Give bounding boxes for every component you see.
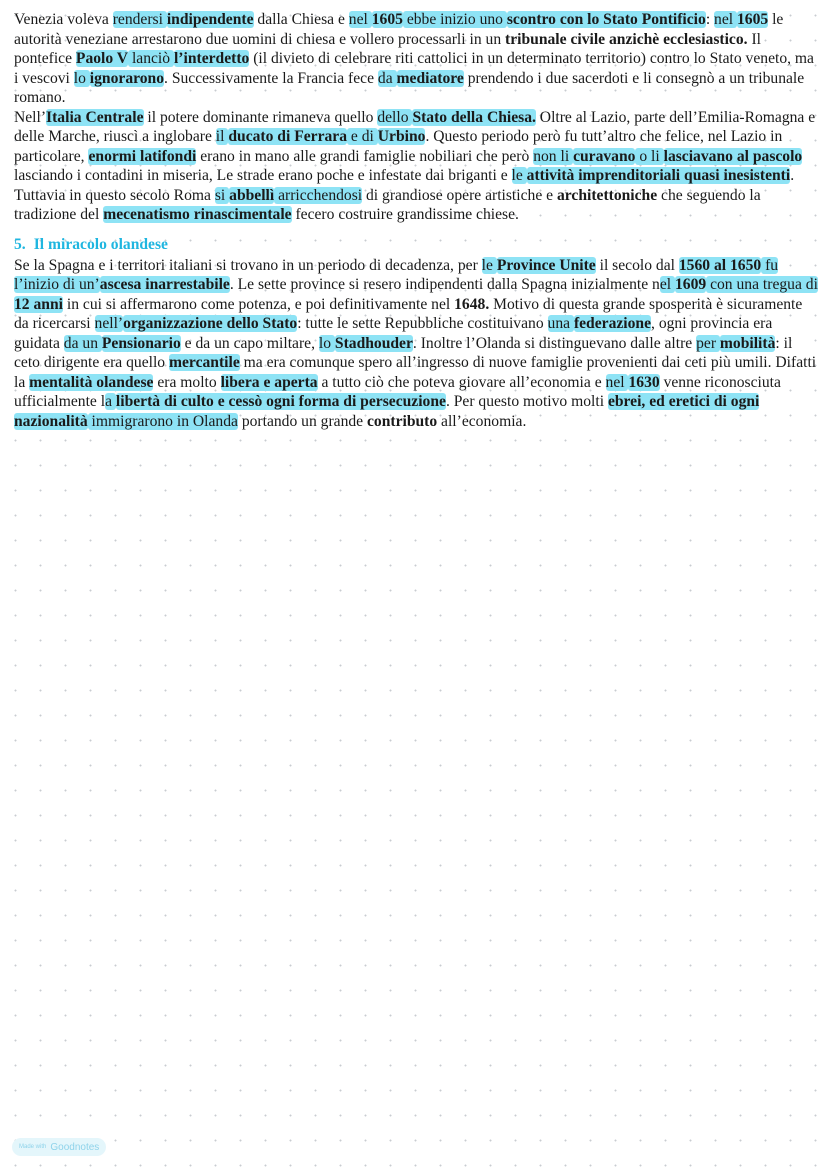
highlighted-text: immigrarono in Olanda <box>87 412 238 430</box>
section-heading-5 <box>14 235 820 255</box>
paragraph-italia-centrale <box>14 108 820 225</box>
highlighted-text: le <box>511 167 527 184</box>
highlighted-text: rendersi <box>112 11 167 28</box>
paragraph-venezia <box>14 10 820 108</box>
highlighted-text: il <box>215 128 229 145</box>
highlighted-text: Paolo V <box>75 50 129 67</box>
text-run: lasciando i contadini in miseria, Le strade erano poche e infestate dai briganti e <box>14 167 512 184</box>
highlighted-text: lo <box>73 69 90 87</box>
text-run: : il ceto dirigente era quello <box>14 334 793 371</box>
highlighted-text: l’interdetto <box>173 50 250 67</box>
bold-text: 1648. <box>454 295 490 313</box>
highlighted-text: ignorarono <box>89 69 165 87</box>
highlighted-text: 1630 <box>628 373 660 391</box>
highlighted-text: non li <box>533 147 574 165</box>
highlighted-text: ebbe inizio uno <box>402 11 507 28</box>
text-run: il potere dominante rimaneva quello <box>143 108 378 126</box>
highlighted-text: 12 anni <box>14 295 63 313</box>
highlighted-text: nell’ <box>94 315 124 332</box>
text-run: erano in mano alle grandi famiglie nobiliari che però <box>196 147 534 165</box>
highlighted-text: organizzazione dello Stato <box>123 315 298 332</box>
text-run: Venezia voleva <box>14 11 113 28</box>
text-run: prendendo i due sacerdoti e li consegnò a un tribunale romano. <box>14 69 805 106</box>
text-run: venne riconosciuta ufficialmente l <box>14 373 781 410</box>
highlighted-text: con una tregua di <box>706 276 818 293</box>
highlighted-text: lasciavano al pascolo <box>663 147 803 165</box>
highlighted-text: libera e aperta <box>220 373 318 391</box>
highlighted-text: nel <box>605 373 629 391</box>
text-run: all’economia. <box>437 412 527 430</box>
text-run: (il divieto di celebrare riti cattolici in un determinato territorio) contro lo Stato veneto, ma i vescovi <box>14 50 814 87</box>
text-run: . Le sette province si resero indipendenti dalla Spagna inizialmente n <box>229 276 660 293</box>
highlighted-text: 1560 al 1650 <box>678 256 762 274</box>
bold-text: tribunale civile anzichè ecclesiastico. <box>505 30 748 48</box>
highlighted-text: federazione <box>573 315 652 332</box>
text-run: fecero costruire grandissime chiese. <box>291 206 519 223</box>
highlighted-text: si <box>214 186 230 204</box>
highlighted-text: nel <box>714 11 737 28</box>
highlighted-text: lo <box>318 334 335 352</box>
highlighted-text: mediatore <box>396 69 464 87</box>
highlighted-text: enormi latifondi <box>88 147 197 165</box>
highlighted-text: curavano <box>573 147 636 165</box>
text-run: a tutto ciò che poteva giovare all’economia e <box>317 373 606 391</box>
section-title: Il miracolo olandese <box>33 235 168 253</box>
highlighted-text: e di <box>347 128 378 145</box>
highlighted-text: arricchendosi <box>274 186 363 204</box>
highlighted-text: 1609 <box>675 276 707 293</box>
highlighted-text: una <box>547 315 574 332</box>
text-run: , ogni provincia era guidata <box>14 315 773 352</box>
highlighted-text: per <box>696 334 720 352</box>
text-run: Se la Spagna e i territori italiani si trovano in un periodo di decadenza, per <box>14 256 482 274</box>
highlighted-text: dello <box>377 108 413 126</box>
section-number: 5. <box>14 235 26 253</box>
highlighted-text: nel <box>348 11 372 28</box>
highlighted-text: indipendente <box>166 11 254 28</box>
highlighted-text: o li <box>635 147 664 165</box>
text-run: ma era comunque spero all’ingresso di nuove famiglie provenienti dai ceti più umili. Difatti la <box>14 354 817 391</box>
highlighted-text: da <box>377 69 397 87</box>
highlighted-text: scontro con lo Stato Pontificio <box>506 11 706 28</box>
highlighted-text: libertà di culto e cessò ogni forma di persecuzione <box>115 393 446 410</box>
text-run: portando un grande <box>237 412 367 430</box>
highlighted-text: lanciò <box>128 50 174 67</box>
text-run: . Successivamente la Francia fece <box>164 69 378 87</box>
highlighted-text: Province Unite <box>496 256 596 274</box>
text-run: in cui si affermarono come potenza, e poi definitivamente nel <box>62 295 455 313</box>
highlighted-text: mobilità <box>719 334 776 352</box>
highlighted-text: attività imprenditoriali quasi inesistenti <box>526 167 791 184</box>
text-run: . Inoltre l’Olanda si distinguevano dalle altre <box>412 334 697 352</box>
made-with-label: Made with <box>19 1144 47 1150</box>
highlighted-text: mercantile <box>169 354 240 371</box>
text-run: era molto <box>153 373 221 391</box>
highlighted-text: ascesa inarrestabile <box>99 276 230 293</box>
text-run: le autorità veneziane arrestarono due uomini di chiesa e vollero processarli in un <box>14 11 784 48</box>
highlighted-text: el <box>659 276 675 293</box>
text-run: . Tuttavia in questo secolo Roma <box>14 167 795 204</box>
paragraph-miracolo-olandese <box>14 256 820 432</box>
text-run: che seguendo la tradizione del <box>14 186 761 223</box>
text-run: . Questo periodo però fu tutt’altro che felice, nel Lazio in particolare, <box>14 128 783 165</box>
text-run: Nell’ <box>14 108 47 126</box>
highlighted-text: mecenatismo rinascimentale <box>103 206 292 223</box>
highlighted-text: mentalità olandese <box>29 373 154 391</box>
goodnotes-watermark <box>12 1138 106 1156</box>
highlighted-text: le <box>481 256 497 274</box>
highlighted-text: 1605 <box>371 11 403 28</box>
text-run: Motivo di questa grande sposperità è sicuramente da ricercarsi <box>14 295 803 332</box>
highlighted-text: Pensionario <box>101 334 181 352</box>
highlighted-text: Italia Centrale <box>46 108 144 126</box>
highlighted-text: Stato della Chiesa. <box>412 108 536 126</box>
highlighted-text: ducato di Ferrara <box>228 128 348 145</box>
text-run: : tutte le sette Repubbliche costituivano <box>297 315 548 332</box>
highlighted-text: ebrei, ed eretici di ogni nazionalità <box>14 393 760 430</box>
highlighted-text: 1605 <box>737 11 769 28</box>
highlighted-text: fu l’inizio di un’ <box>14 256 779 293</box>
highlighted-text: da un <box>63 334 102 352</box>
note-page <box>14 10 820 431</box>
text-run: il secolo dal <box>595 256 679 274</box>
bold-text: architettoniche <box>556 186 658 204</box>
bold-text: contributo <box>366 412 438 430</box>
highlighted-text: abbellì <box>229 186 275 204</box>
text-run: Il pontefice <box>14 30 761 67</box>
text-run: e da un capo miltare, <box>180 334 319 352</box>
text-run: di grandiose opere artistiche e <box>362 186 557 204</box>
highlighted-text: Urbino <box>377 128 426 145</box>
goodnotes-brand: Goodnotes <box>50 1141 100 1153</box>
text-run: . Per questo motivo molti <box>445 393 608 410</box>
text-run: dalla Chiesa e <box>253 11 349 28</box>
text-run: : <box>705 11 715 28</box>
text-run: Oltre al Lazio, parte dell’Emilia-Romagna e delle Marche, riuscì a inglobare <box>14 108 816 145</box>
highlighted-text: a <box>105 393 116 410</box>
highlighted-text: Stadhouder <box>334 334 413 352</box>
